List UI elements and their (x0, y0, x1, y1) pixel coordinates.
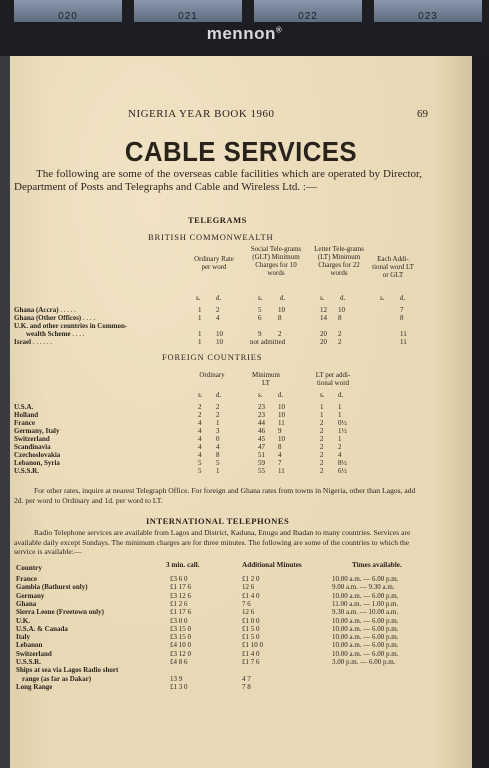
table-cell: 2 (198, 403, 202, 411)
unit-label: s. (198, 391, 203, 399)
table-cell: 59 (258, 459, 265, 467)
unit-label: d. (400, 294, 406, 302)
page-title: CABLE SERVICES (124, 136, 358, 167)
col-minimum-lt: Minimum LT (251, 371, 280, 387)
table-cell: 10 (278, 306, 285, 314)
table-cell: 10 (278, 411, 285, 419)
table-cell: 2 (320, 419, 324, 427)
table-cell: £3 6 0 (170, 575, 188, 583)
table-row-label: Scandinavia (14, 443, 51, 451)
table-cell: 2 (216, 411, 220, 419)
table-cell: 4 (198, 443, 202, 451)
scanner-brand-logo: mennon® (206, 24, 283, 43)
table-cell: 8 (338, 314, 342, 322)
table-cell: 4 (198, 419, 202, 427)
running-header (10, 108, 472, 124)
table-cell: £3 15 0 (170, 625, 191, 633)
col-letter-telegrams: Letter Tele-grams (LT) Minimum Charges for 22 words (314, 245, 364, 277)
film-frame: 021 (134, 0, 242, 22)
table-row-label: Germany, Italy (14, 427, 60, 435)
table-cell: £1 5 0 (242, 633, 260, 641)
table-cell: 7 6 (242, 600, 251, 608)
table-cell: 20 (320, 338, 327, 346)
table-cell: 14 (320, 314, 327, 322)
table-cell: 5 (198, 459, 202, 467)
col-additional-minutes: Additional Minutes (242, 561, 302, 569)
table-row-label: U.K. (16, 617, 30, 625)
table-cell: £1 2 6 (170, 600, 188, 608)
table-cell: £3 12 0 (170, 650, 191, 658)
unit-label: s. (380, 294, 385, 302)
table-cell: 45 (258, 435, 265, 443)
table-cell: 1 (198, 338, 202, 346)
table-cell: 1 (338, 411, 342, 419)
table-cell: 10 (338, 306, 345, 314)
table-cell: 51 (258, 451, 265, 459)
table-cell: 4 (198, 427, 202, 435)
col-3min-call: 3 min. call. (166, 561, 200, 569)
unit-label: d. (278, 391, 284, 399)
table-cell: 10 (278, 403, 285, 411)
film-frames (14, 0, 489, 22)
table-cell: £1 10 0 (242, 641, 263, 649)
table-cell: 1 (338, 403, 342, 411)
table-cell: 4 (198, 435, 202, 443)
table-cell: 9 (258, 330, 262, 338)
table-cell: 5 (216, 459, 220, 467)
table-row-label: Ships at sea via Lagos Radio short (16, 666, 119, 674)
table-cell: 2 (320, 443, 324, 451)
table-cell: 10.00 a.m. — 6.00 p.m. (332, 650, 399, 658)
table-cell: 10 (216, 330, 223, 338)
table-cell: 8 (400, 314, 404, 322)
table-row-label: range (as far as Dakar) (22, 675, 92, 683)
film-frame: 022 (254, 0, 362, 22)
table-cell: 7 (400, 306, 404, 314)
table-cell: 11 (400, 330, 407, 338)
table-cell: 44 (258, 419, 265, 427)
table-cell: £1 3 0 (170, 683, 188, 691)
table-cell: £1 4 0 (242, 592, 260, 600)
film-frame: 023 (374, 0, 482, 22)
foreign-heading: FOREIGN COUNTRIES (162, 352, 263, 362)
table-row-label: U.S.A. & Canada (16, 625, 68, 633)
table-cell: £1 17 6 (170, 608, 191, 616)
table-cell: 2 (198, 411, 202, 419)
table-row-label: Ghana (Other Offices) . . . . (14, 314, 96, 322)
book-edge (472, 56, 489, 768)
table-cell: 4 (216, 314, 220, 322)
telegrams-heading: TELEGRAMS (188, 215, 247, 225)
table-row-label: Gambia (Bathurst only) (16, 583, 88, 591)
table-cell: 2 (320, 467, 324, 475)
unit-label: s. (320, 294, 325, 302)
table-cell: 1 (198, 330, 202, 338)
table-cell: 2 (216, 403, 220, 411)
table-cell: 2 (338, 443, 342, 451)
table-cell: 13 9 (170, 675, 183, 683)
table-cell: £3 12 6 (170, 592, 191, 600)
table-cell: 46 (258, 427, 265, 435)
table-row-label: Italy (16, 633, 30, 641)
table-cell: 7 8 (242, 683, 251, 691)
table-cell: 1 (338, 435, 342, 443)
table-cell: 11.00 a.m. — 1.00 p.m. (332, 600, 399, 608)
table-row-label: Long Range (16, 683, 53, 691)
table-cell: 12 (320, 306, 327, 314)
table-cell: £1 7 6 (242, 658, 260, 666)
table-row-label: France (14, 419, 35, 427)
table-row-label: Lebanon, Syria (14, 459, 60, 467)
table-cell: 23 (258, 411, 265, 419)
table-row-label: France (16, 575, 37, 583)
table-cell: 55 (258, 467, 265, 475)
table-cell: 3 (216, 427, 220, 435)
table-cell: 2 (320, 435, 324, 443)
col-country: Country (16, 564, 42, 572)
table-cell: 10.00 a.m. — 6.00 p.m. (332, 625, 399, 633)
film-frame: 020 (14, 0, 122, 22)
table-cell: 2 (278, 330, 282, 338)
unit-label: d. (338, 391, 344, 399)
table-row-label: Israel . . . . . . (14, 338, 53, 346)
table-cell: 6½ (338, 467, 347, 475)
table-cell: 4 (198, 451, 202, 459)
col-lt-additional: LT per addi-tional word (315, 371, 351, 387)
table-cell: 11 (278, 419, 285, 427)
table-cell: 20 (320, 330, 327, 338)
table-cell: 4 (216, 443, 220, 451)
table-cell: 10 (216, 338, 223, 346)
table-cell: 10.00 a.m. — 6.00 p.m. (332, 633, 399, 641)
table-cell: 1 (198, 314, 202, 322)
table-cell: 47 (258, 443, 265, 451)
table-cell: 1 (320, 403, 324, 411)
table-cell: 3.00 p.m. — 6.00 p.m. (332, 658, 396, 666)
table-row-label: Holland (14, 411, 39, 419)
table-cell: 2 (338, 330, 342, 338)
scanner-bar (0, 0, 489, 56)
unit-label: s. (258, 391, 263, 399)
page-number: 69 (417, 108, 428, 120)
table-cell: £1 4 0 (242, 650, 260, 658)
table-cell: 8 (216, 451, 220, 459)
table-cell: 10.00 a.m. — 6.00 p.m. (332, 592, 399, 600)
commonwealth-heading: BRITISH COMMONWEALTH (148, 232, 274, 242)
table-cell: 10.00 a.m. — 6.00 p.m. (332, 641, 399, 649)
table-row-label: Czechoslovakia (14, 451, 61, 459)
table-row-label: U.S.A. (14, 403, 34, 411)
table-cell: 1 (216, 419, 220, 427)
table-cell: £3 15 0 (170, 633, 191, 641)
table-cell: 5 (198, 467, 202, 475)
table-cell: 1½ (338, 427, 347, 435)
header-title: NIGERIA YEAR BOOK 1960 (128, 108, 275, 120)
table-cell: 9.30 a.m. — 10.00 a.m. (332, 608, 399, 616)
col-social-telegrams: Social Tele-grams (GLT) Minimum Charges for 10 words (250, 245, 302, 277)
table-cell: 11 (400, 338, 407, 346)
rates-note: For other rates, inquire at nearest Telegraph Office. For foreign and Ghana rates from towns in Nigeria, other than Lagos, add 2d. per word to Ordinary and 1d. per word to LT. (14, 486, 416, 505)
table-cell: £4 8 6 (170, 658, 188, 666)
unit-label: s. (258, 294, 263, 302)
table-cell: 6 (258, 314, 262, 322)
table-cell: £1 0 0 (242, 617, 260, 625)
intro-paragraph: The following are some of the overseas cable facilities which are operated by Director, Department of Posts and Telegraphs and Cable and Wireless Ltd. :— (14, 168, 422, 193)
col-additional-word: Each Addi-tional word LT or GLT (372, 255, 414, 279)
telephones-intro: Radio Telephone services are available from Lagos and District, Kaduna, Enugu and Ibadan to many countries. Services are available daily except Sundays. The minimum charges are for three minutes. The following are some of the countries to which the service is available:— (14, 528, 411, 556)
unit-label: d. (216, 391, 222, 399)
table-cell: 1 (198, 306, 202, 314)
col-times-available: Times available. (352, 561, 402, 569)
table-cell: £1 5 0 (242, 625, 260, 633)
table-cell: not admitted (250, 338, 286, 346)
table-cell: 10.00 a.m. — 6.00 p.m. (332, 575, 399, 583)
telephones-heading: INTERNATIONAL TELEPHONES (146, 516, 290, 526)
table-row-label: Lebanon (16, 641, 43, 649)
table-cell: 12 6 (242, 608, 255, 616)
table-row-label: Sierra Leone (Freetown only) (16, 608, 104, 616)
table-cell: £1 17 6 (170, 583, 191, 591)
table-cell: 4 (338, 451, 342, 459)
unit-label: d. (280, 294, 286, 302)
col-ordinary: Ordinary (199, 371, 225, 379)
unit-label: s. (196, 294, 201, 302)
page-shadow (0, 56, 10, 768)
table-cell: 1 (320, 411, 324, 419)
table-row-label: Ghana (16, 600, 37, 608)
table-row-label: Switzerland (14, 435, 50, 443)
unit-label: d. (340, 294, 346, 302)
table-cell: 8 (278, 314, 282, 322)
table-cell: 8 (278, 443, 282, 451)
table-cell: 9.00 a.m. — 9.30 a.m. (332, 583, 395, 591)
table-cell: 0 (216, 435, 220, 443)
table-cell: 4 7 (242, 675, 251, 683)
table-cell: £3 0 0 (170, 617, 188, 625)
table-cell: 8½ (338, 459, 347, 467)
unit-label: d. (216, 294, 222, 302)
table-row-label: Germany (16, 592, 45, 600)
unit-label: s. (320, 391, 325, 399)
table-cell: 0½ (338, 419, 347, 427)
table-row-label: Switzerland (16, 650, 52, 658)
book-page (10, 56, 472, 768)
table-cell: £1 2 0 (242, 575, 260, 583)
table-row-label: U.K. and other countries in Common- (14, 322, 128, 330)
table-cell: 1 (216, 467, 220, 475)
table-cell: 2 (338, 338, 342, 346)
table-cell: 2 (320, 451, 324, 459)
table-cell: 7 (278, 459, 282, 467)
table-cell: 11 (278, 467, 285, 475)
table-cell: £4 10 0 (170, 641, 191, 649)
table-cell: 10.00 a.m. — 6.00 p.m. (332, 617, 399, 625)
table-row-label: wealth Scheme . . . . (26, 330, 85, 338)
table-row-label: U.S.S.R. (14, 467, 39, 475)
table-cell: 2 (320, 459, 324, 467)
table-cell: 2 (320, 427, 324, 435)
table-row-label: U.S.S.R. (16, 658, 41, 666)
table-cell: 2 (216, 306, 220, 314)
table-row-label: Ghana (Accra) . . . . . (14, 306, 77, 314)
table-cell: 23 (258, 403, 265, 411)
table-cell: 9 (278, 427, 282, 435)
table-cell: 10 (278, 435, 285, 443)
table-cell: 4 (278, 451, 282, 459)
table-cell: 5 (258, 306, 262, 314)
table-cell: 12 6 (242, 583, 255, 591)
col-ordinary-rate: Ordinary Rate per word (194, 255, 234, 271)
